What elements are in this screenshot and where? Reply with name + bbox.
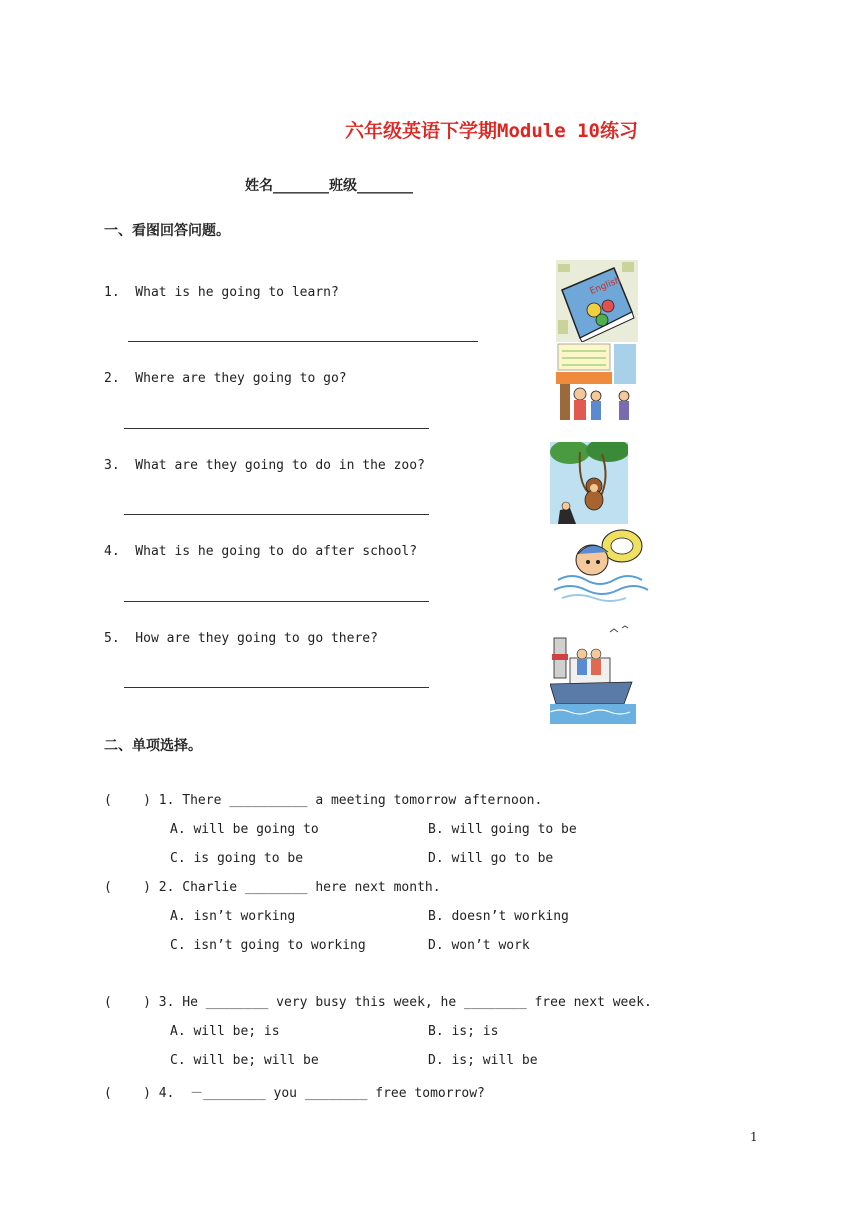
swimming-boy-icon bbox=[552, 524, 656, 604]
question-4: 4. What is he going to do after school? bbox=[104, 544, 418, 559]
name-class-line: 姓名________班级________ bbox=[245, 178, 413, 194]
mc-2-option-b[interactable]: B. doesn’t working bbox=[428, 909, 569, 924]
mc-1-option-b[interactable]: B. will going to be bbox=[428, 822, 577, 837]
answer-line-5[interactable] bbox=[124, 687, 429, 688]
mc-1-option-a[interactable]: A. will be going to bbox=[170, 822, 319, 837]
mc-3-option-a[interactable]: A. will be; is bbox=[170, 1024, 280, 1039]
mc-1-option-d[interactable]: D. will go to be bbox=[428, 851, 554, 866]
question-1: 1. What is he going to learn? bbox=[104, 285, 339, 300]
boat-icon bbox=[550, 624, 636, 724]
mc-question-1-stem: ( ) 1. There __________ a meeting tomorrow afternoon. bbox=[104, 793, 543, 808]
mc-3-option-b[interactable]: B. is; is bbox=[428, 1024, 499, 1039]
english-book-icon bbox=[556, 260, 638, 342]
answer-line-1[interactable] bbox=[128, 341, 478, 342]
answer-line-3[interactable] bbox=[124, 514, 429, 515]
answer-line-4[interactable] bbox=[124, 601, 429, 602]
mc-2-option-a[interactable]: A. isn’t working bbox=[170, 909, 296, 924]
question-2: 2. Where are they going to go? bbox=[104, 371, 347, 386]
zoo-gate-icon bbox=[556, 342, 638, 424]
answer-line-2[interactable] bbox=[124, 428, 429, 429]
mc-3-option-d[interactable]: D. is; will be bbox=[428, 1053, 538, 1068]
mc-question-2-stem: ( ) 2. Charlie ________ here next month. bbox=[104, 880, 441, 895]
mc-question-4-stem: ( ) 4. －________ you ________ free tomorrow? bbox=[104, 1086, 485, 1101]
monkey-icon bbox=[550, 442, 628, 524]
mc-1-option-c[interactable]: C. is going to be bbox=[170, 851, 304, 866]
section-1-heading: 一、看图回答问题。 bbox=[104, 223, 230, 239]
question-5: 5. How are they going to go there? bbox=[104, 631, 378, 646]
mc-question-3-stem: ( ) 3. He ________ very busy this week, he ________ free next week. bbox=[104, 995, 652, 1010]
page-number: 1 bbox=[750, 1130, 758, 1144]
mc-2-option-c[interactable]: C. isn’t going to working bbox=[170, 938, 366, 953]
page-title: 六年级英语下学期Module 10练习 bbox=[345, 120, 638, 142]
section-2-heading: 二、单项选择。 bbox=[104, 738, 202, 754]
mc-3-option-c[interactable]: C. will be; will be bbox=[170, 1053, 319, 1068]
question-3: 3. What are they going to do in the zoo? bbox=[104, 458, 425, 473]
mc-2-option-d[interactable]: D. won’t work bbox=[428, 938, 530, 953]
book-title-text: English bbox=[588, 275, 623, 297]
